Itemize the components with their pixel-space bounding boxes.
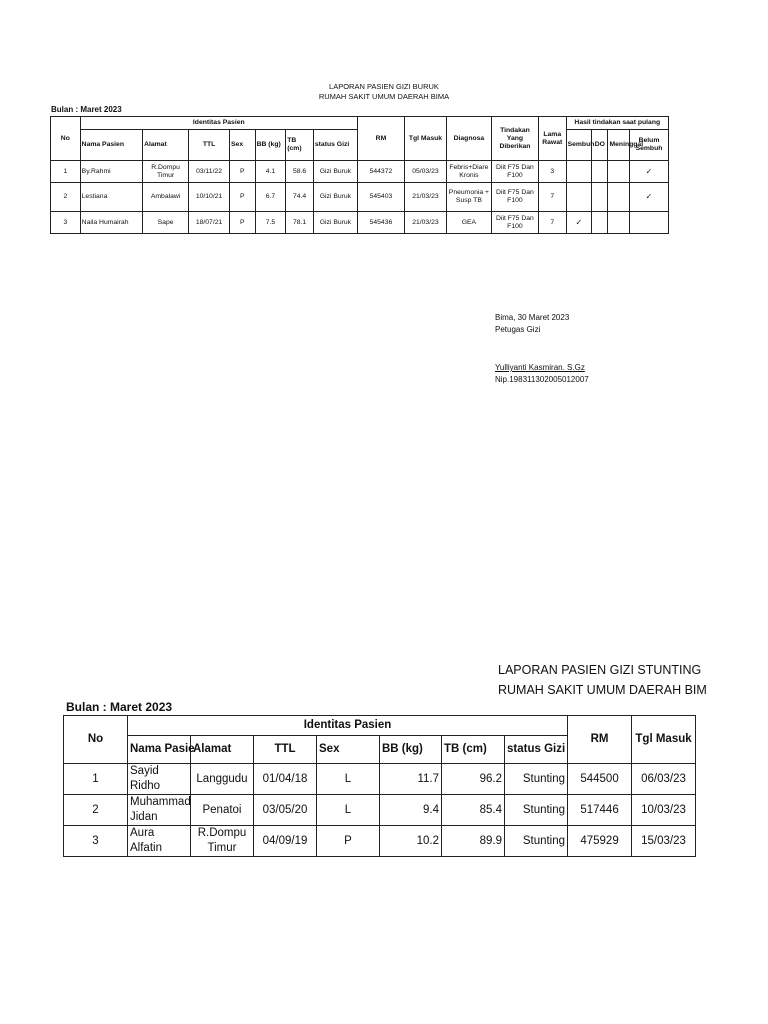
header-diagnosa: Diagnosa [446,117,491,161]
header-nama: Nama Pasien [80,130,142,161]
signature-role: Petugas Gizi [495,325,541,334]
cell-alamat: Penatoi [191,795,254,826]
table-row [51,212,669,234]
cell-status: Gizi Buruk [313,161,357,183]
cell-status: Stunting [505,795,568,826]
cell-rm: 545403 [357,183,404,212]
cell-do [592,183,608,212]
header-no: No [64,716,128,764]
header-sembuh: Sembuh [566,130,592,161]
header-no: No [51,117,81,161]
cell-rm: 544372 [357,161,404,183]
cell-no: 2 [51,183,81,212]
cell-alamat: Ambalawi [143,183,189,212]
header-ttl: TTL [189,130,230,161]
cell-nama: Aura Alfatin [128,826,191,857]
cell-tb: 74.4 [286,183,314,212]
cell-no: 2 [64,795,128,826]
cell-rm: 545436 [357,212,404,234]
cell-nama: Sayid Ridho [128,764,191,795]
report1-title-line1: LAPORAN PASIEN GIZI BURUK [329,82,439,91]
cell-meninggal [608,161,629,183]
cell-meninggal [608,183,629,212]
cell-alamat: R.Dompu Timur [143,161,189,183]
cell-ttl: 18/07/21 [189,212,230,234]
cell-tb: 85.4 [442,795,505,826]
cell-status: Stunting [505,764,568,795]
report2-title-line2: RUMAH SAKIT UMUM DAERAH BIM [498,683,707,697]
signature-place-date: Bima, 30 Maret 2023 [495,313,570,322]
cell-rm: 475929 [568,826,632,857]
cell-meninggal [608,212,629,234]
header-ttl: TTL [254,736,317,764]
cell-alamat: Langgudu [191,764,254,795]
cell-tb: 96.2 [442,764,505,795]
table-row [51,161,669,183]
cell-tgl-masuk: 10/03/23 [632,795,696,826]
cell-tgl-masuk: 05/03/23 [404,161,446,183]
cell-bb: 10.2 [380,826,442,857]
header-alamat: Alamat [191,736,254,764]
header-sex: Sex [317,736,380,764]
header-identitas: Identitas Pasien [128,716,568,736]
cell-tgl-masuk: 21/03/23 [404,183,446,212]
table-row [64,795,696,826]
cell-ttl: 03/05/20 [254,795,317,826]
cell-bb: 6.7 [255,183,286,212]
cell-tindakan: Diit F75 Dan F100 [491,212,538,234]
cell-tindakan: Diit F75 Dan F100 [491,183,538,212]
cell-sex: L [317,795,380,826]
header-tb: TB (cm) [286,130,314,161]
cell-status: Gizi Buruk [313,183,357,212]
header-tgl-masuk: Tgl Masuk [632,716,696,764]
report2-title-line1: LAPORAN PASIEN GIZI STUNTING [498,663,702,677]
header-alamat: Alamat [143,130,189,161]
cell-sembuh [566,161,592,183]
cell-tgl-masuk: 06/03/23 [632,764,696,795]
cell-no: 1 [64,764,128,795]
cell-tb: 58.6 [286,161,314,183]
cell-diagnosa: Pneumonia + Susp TB [446,183,491,212]
cell-bb: 7.5 [255,212,286,234]
cell-do [592,212,608,234]
cell-lama-rawat: 3 [538,161,566,183]
cell-sex: P [230,212,256,234]
cell-diagnosa: Febris+Diare Kronis [446,161,491,183]
signature-nip: Nip.198311302005012007 [495,375,589,384]
header-lama-rawat: Lama Rawat [538,117,566,161]
cell-nama: Naila Humairah [80,212,142,234]
header-rm: RM [357,117,404,161]
cell-ttl: 04/09/19 [254,826,317,857]
cell-sex: P [317,826,380,857]
cell-belum-sembuh [629,212,668,234]
cell-belum-sembuh: ✓ [629,183,668,212]
cell-tgl-masuk: 21/03/23 [404,212,446,234]
report1-table [50,116,669,234]
cell-sembuh [566,183,592,212]
header-tb: TB (cm) [442,736,505,764]
cell-bb: 9.4 [380,795,442,826]
cell-ttl: 03/11/22 [189,161,230,183]
report2-table [63,715,696,857]
header-bb: BB (kg) [255,130,286,161]
cell-tgl-masuk: 15/03/23 [632,826,696,857]
header-identitas: Identitas Pasien [80,117,357,130]
cell-alamat: Sape [143,212,189,234]
report2-month-label: Bulan : Maret 2023 [66,700,173,714]
header-tgl-masuk: Tgl Masuk [404,117,446,161]
cell-lama-rawat: 7 [538,183,566,212]
cell-alamat: R.Dompu Timur [191,826,254,857]
cell-do [592,161,608,183]
cell-nama: Lestiana [80,183,142,212]
header-tindakan: Tindakan Yang Diberikan [491,117,538,161]
header-rm: RM [568,716,632,764]
cell-bb: 4.1 [255,161,286,183]
cell-status: Stunting [505,826,568,857]
cell-rm: 517446 [568,795,632,826]
header-sex: Sex [230,130,256,161]
header-nama: Nama Pasie [128,736,191,764]
cell-status: Gizi Buruk [313,212,357,234]
cell-nama: By.Rahmi [80,161,142,183]
header-do: DO [592,130,608,161]
table-row [64,826,696,857]
header-hasil: Hasil tindakan saat pulang [566,117,668,130]
signature-name: Yulliyanti Kasmiran. S.Gz [495,363,585,372]
header-status: status Gizi [313,130,357,161]
header-belum-sembuh: Belum Sembuh [629,130,668,161]
cell-rm: 544500 [568,764,632,795]
cell-ttl: 01/04/18 [254,764,317,795]
cell-sex: P [230,183,256,212]
table-row [51,183,669,212]
cell-ttl: 10/10/21 [189,183,230,212]
report1-month-label: Bulan : Maret 2023 [51,105,122,114]
cell-diagnosa: GEA [446,212,491,234]
cell-lama-rawat: 7 [538,212,566,234]
cell-sembuh: ✓ [566,212,592,234]
cell-sex: P [230,161,256,183]
cell-no: 3 [64,826,128,857]
cell-nama: Muhammad Jidan [128,795,191,826]
report1-title-line2: RUMAH SAKIT UMUM DAERAH BIMA [318,92,450,101]
cell-no: 3 [51,212,81,234]
cell-no: 1 [51,161,81,183]
table-row [64,764,696,795]
header-status: status Gizi [505,736,568,764]
cell-tb: 78.1 [286,212,314,234]
cell-sex: L [317,764,380,795]
cell-tindakan: Diit F75 Dan F100 [491,161,538,183]
cell-bb: 11.7 [380,764,442,795]
cell-belum-sembuh: ✓ [629,161,668,183]
header-meninggal: Meninggal [608,130,629,161]
cell-tb: 89.9 [442,826,505,857]
header-bb: BB (kg) [380,736,442,764]
